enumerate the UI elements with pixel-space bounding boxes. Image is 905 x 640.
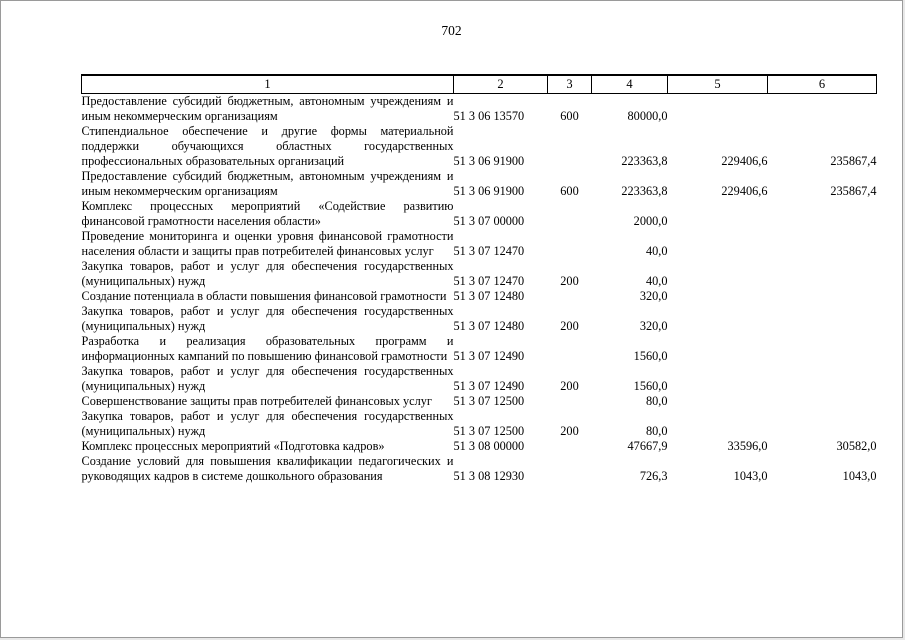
table-row — [82, 259, 877, 289]
row-name-cell: Совершенствование защиты прав потребителей финансовых услуг — [81, 394, 432, 408]
row-code-cell: 51 3 07 12480 — [453, 289, 525, 303]
row-sum-col6-cell — [768, 409, 877, 439]
column-header-1: 1 — [82, 75, 454, 94]
row-expense-type-cell: 600 — [560, 109, 579, 123]
row-code-cell: 51 3 07 12470 — [453, 274, 525, 288]
row-expense-type-cell — [548, 289, 592, 304]
row-code-cell: 51 3 07 12480 — [453, 319, 525, 333]
row-sum-col4-cell: 1560,0 — [633, 379, 668, 393]
table-row — [82, 454, 877, 484]
row-sum-col4-cell: 726,3 — [639, 469, 668, 483]
row-sum-col4-cell: 80,0 — [645, 424, 668, 438]
row-expense-type-cell — [548, 394, 592, 409]
row-expense-type-cell: 600 — [560, 184, 579, 198]
row-sum-col4-cell: 40,0 — [645, 274, 668, 288]
row-expense-type-cell — [548, 454, 592, 484]
row-name-cell: Проведение мониторинга и оценки уровня финансовой грамотности населения области и защиты прав потребителей финансовых услуг — [81, 229, 454, 258]
row-sum-col4-cell: 40,0 — [645, 244, 668, 258]
table-row — [82, 364, 877, 394]
table-row — [82, 304, 877, 334]
column-header-4: 4 — [592, 75, 668, 94]
row-name-cell: Предоставление субсидий бюджетным, автономным учреждениям и иным некоммерческим организациям — [81, 94, 454, 123]
row-name-cell: Стипендиальное обеспечение и другие формы материальной поддержки обучающихся областных государственных профессиональных образовательных организаций — [81, 124, 454, 168]
row-sum-col5-cell — [668, 289, 768, 304]
row-sum-col5-cell — [668, 94, 768, 125]
row-name-cell: Закупка товаров, работ и услуг для обеспечения государственных (муниципальных) нужд — [81, 304, 454, 333]
table-row — [82, 289, 877, 304]
row-sum-col5-cell — [668, 394, 768, 409]
row-name-cell: Предоставление субсидий бюджетным, автономным учреждениям и иным некоммерческим организациям — [81, 169, 454, 198]
table-row — [82, 439, 877, 454]
row-expense-type-cell: 200 — [560, 274, 579, 288]
table-row — [82, 124, 877, 169]
row-sum-col4-cell: 1560,0 — [633, 349, 668, 363]
row-code-cell: 51 3 08 00000 — [453, 439, 525, 453]
row-sum-col6-cell: 235867,4 — [830, 154, 877, 168]
row-code-cell: 51 3 06 13570 — [453, 109, 525, 123]
row-sum-col6-cell — [768, 229, 877, 259]
row-name-cell: Комплекс процессных мероприятий «Содействие развитию финансовой грамотности населения области» — [81, 199, 454, 228]
row-name-cell: Разработка и реализация образовательных программ и информационных кампаний по повышению финансовой грамотности — [81, 334, 454, 363]
row-code-cell: 51 3 07 12490 — [453, 349, 525, 363]
table-row — [82, 94, 877, 125]
row-code-cell: 51 3 07 00000 — [453, 214, 525, 228]
row-sum-col5-cell: 1043,0 — [733, 469, 768, 483]
table-header-row — [82, 75, 877, 94]
row-sum-col6-cell: 235867,4 — [830, 184, 877, 198]
row-sum-col6-cell: 30582,0 — [836, 439, 877, 453]
row-code-cell: 51 3 06 91900 — [453, 154, 525, 168]
table-row — [82, 394, 877, 409]
row-sum-col5-cell — [668, 229, 768, 259]
row-expense-type-cell — [548, 199, 592, 229]
row-sum-col6-cell — [768, 259, 877, 289]
row-expense-type-cell: 200 — [560, 424, 579, 438]
column-header-6: 6 — [768, 75, 877, 94]
row-sum-col6-cell — [768, 289, 877, 304]
row-expense-type-cell: 200 — [560, 379, 579, 393]
table-row — [82, 334, 877, 364]
row-sum-col6-cell — [768, 364, 877, 394]
row-name-cell: Комплекс процессных мероприятий «Подготовка кадров» — [81, 439, 385, 453]
row-sum-col6-cell — [768, 334, 877, 364]
page-number: 702 — [441, 23, 462, 38]
row-expense-type-cell — [548, 334, 592, 364]
row-sum-col4-cell: 223363,8 — [621, 154, 668, 168]
row-name-cell: Закупка товаров, работ и услуг для обеспечения государственных (муниципальных) нужд — [81, 364, 454, 393]
table-body — [82, 94, 877, 485]
row-code-cell: 51 3 07 12500 — [453, 424, 525, 438]
row-sum-col6-cell — [768, 199, 877, 229]
row-sum-col6-cell — [768, 394, 877, 409]
table-row — [82, 229, 877, 259]
row-expense-type-cell — [548, 229, 592, 259]
row-sum-col4-cell: 223363,8 — [621, 184, 668, 198]
row-sum-col4-cell: 80000,0 — [627, 109, 668, 123]
row-code-cell: 51 3 08 12930 — [453, 469, 525, 483]
row-expense-type-cell — [548, 439, 592, 454]
row-expense-type-cell — [548, 124, 592, 169]
row-sum-col4-cell: 320,0 — [639, 319, 668, 333]
budget-table — [81, 74, 877, 484]
row-sum-col5-cell — [668, 304, 768, 334]
column-header-3: 3 — [548, 75, 592, 94]
row-sum-col5-cell: 229406,6 — [721, 154, 768, 168]
row-sum-col6-cell — [768, 304, 877, 334]
row-sum-col4-cell: 47667,9 — [627, 439, 668, 453]
row-sum-col5-cell — [668, 199, 768, 229]
row-code-cell: 51 3 07 12500 — [453, 394, 525, 408]
row-name-cell: Закупка товаров, работ и услуг для обеспечения государственных (муниципальных) нужд — [81, 259, 454, 288]
row-name-cell: Закупка товаров, работ и услуг для обеспечения государственных (муниципальных) нужд — [81, 409, 454, 438]
row-sum-col4-cell: 80,0 — [645, 394, 668, 408]
row-name-cell: Создание потенциала в области повышения финансовой грамотности — [81, 289, 447, 303]
table-row — [82, 199, 877, 229]
row-sum-col5-cell — [668, 364, 768, 394]
table-row — [82, 409, 877, 439]
row-sum-col5-cell: 229406,6 — [721, 184, 768, 198]
row-sum-col5-cell: 33596,0 — [727, 439, 768, 453]
row-sum-col4-cell: 2000,0 — [633, 214, 668, 228]
row-code-cell: 51 3 07 12470 — [453, 244, 525, 258]
table-row — [82, 169, 877, 199]
column-header-2: 2 — [454, 75, 548, 94]
row-code-cell: 51 3 06 91900 — [453, 184, 525, 198]
row-sum-col5-cell — [668, 334, 768, 364]
row-sum-col5-cell — [668, 259, 768, 289]
column-header-5: 5 — [668, 75, 768, 94]
row-sum-col6-cell: 1043,0 — [842, 469, 877, 483]
row-sum-col6-cell — [768, 94, 877, 125]
row-code-cell: 51 3 07 12490 — [453, 379, 525, 393]
row-sum-col4-cell: 320,0 — [639, 289, 668, 303]
row-name-cell: Создание условий для повышения квалификации педагогических и руководящих кадров в системе дошкольного образования — [81, 454, 454, 483]
row-expense-type-cell: 200 — [560, 319, 579, 333]
row-sum-col5-cell — [668, 409, 768, 439]
